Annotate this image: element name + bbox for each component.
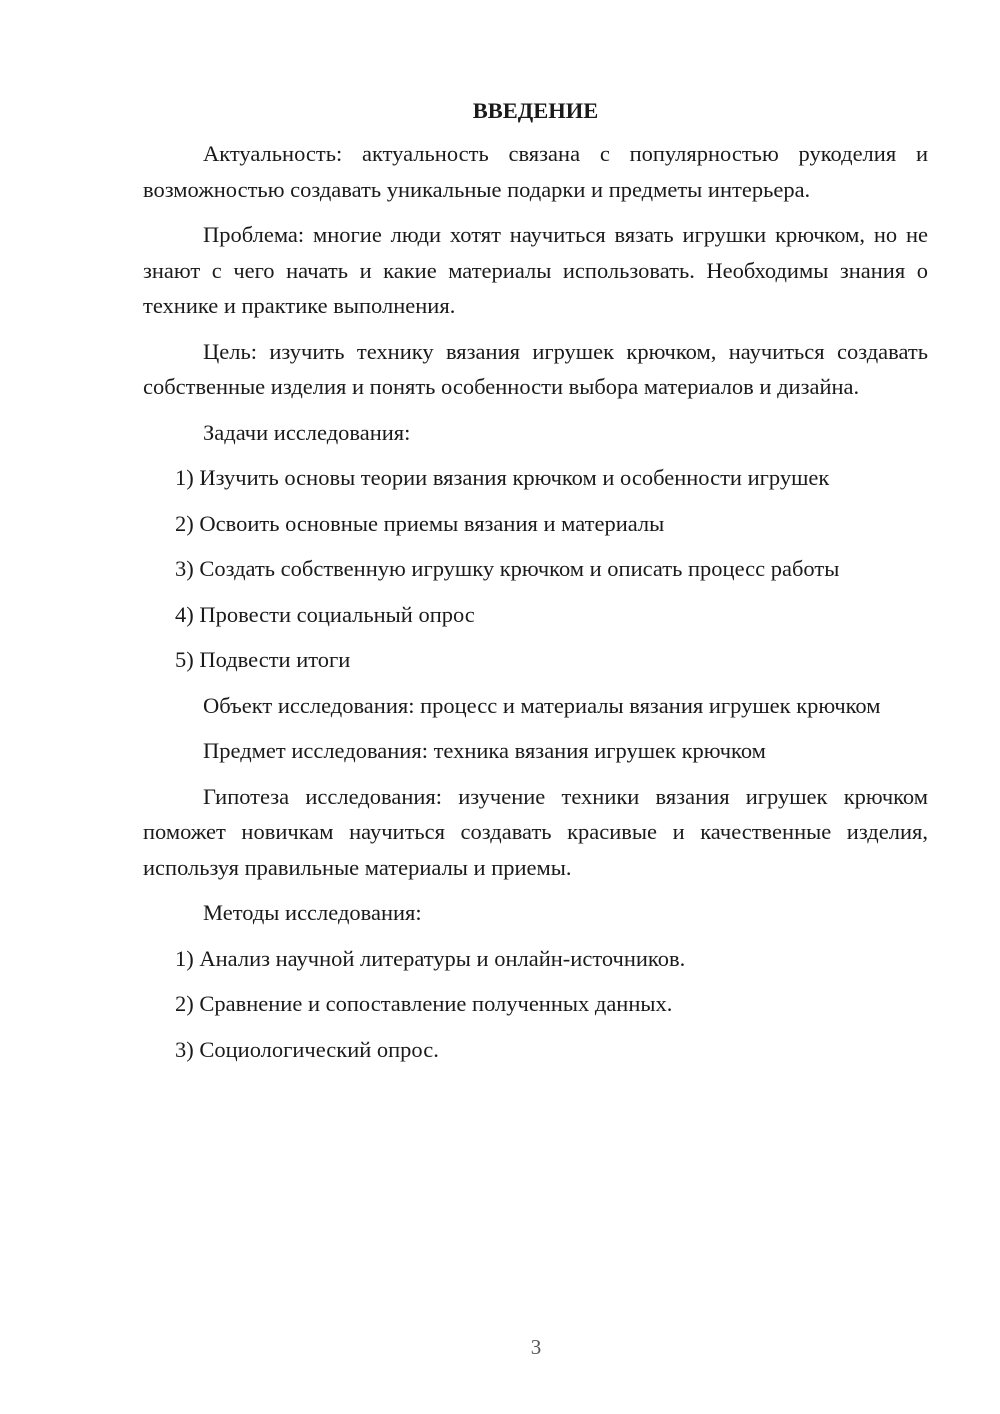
page-number: 3: [530, 1335, 542, 1359]
page-title: ВВЕДЕНИЕ: [472, 98, 599, 123]
list-item-method-1: 1) Анализ научной литературы и онлайн-источников.: [175, 945, 686, 971]
methods-heading: Методы исследования:: [203, 900, 422, 925]
object-paragraph: Объект исследования: процесс и материалы вязания игрушек крючком: [203, 692, 881, 718]
list-item-task-1: 1) Изучить основы теории вязания крючком и особенности игрушек: [175, 465, 830, 490]
list-item-task-5: 5) Подвести итоги: [175, 647, 351, 672]
tasks-heading: Задачи исследования:: [203, 419, 411, 445]
list-item-method-3: 3) Социологический опрос.: [175, 1036, 439, 1062]
list-item-task-2: 2) Освоить основные приемы вязания и материалы: [175, 510, 665, 536]
hypothesis-paragraph: Гипотеза исследования: изучение техники вязания игрушек крючком поможет новичкам научиться создавать красивые и качественные изделия, используя правильные материалы и приемы.: [143, 783, 928, 880]
subject-paragraph: Предмет исследования: техника вязания игрушек крючком: [203, 738, 766, 763]
list-item-task-3: 3) Создать собственную игрушку крючком и описать процесс работы: [175, 556, 840, 581]
document-body: [143, 96, 928, 1077]
goal-paragraph: Цель: изучить технику вязания игрушек крючком, научиться создавать собственные изделия и понять особенности выбора материалов и дизайна.: [143, 338, 928, 399]
problem-paragraph: Проблема: многие люди хотят научиться вязать игрушки крючком, но не знают с чего начать и какие материалы использовать. Необходимы знания о технике и практике выполнения.: [143, 222, 928, 318]
list-item-method-2: 2) Сравнение и сопоставление полученных данных.: [175, 991, 673, 1016]
relevance-paragraph: Актуальность: актуальность связана с популярностью рукоделия и возможностью создавать уникальные подарки и предметы интерьера.: [143, 141, 928, 202]
list-item-task-4: 4) Провести социальный опрос: [175, 601, 475, 627]
